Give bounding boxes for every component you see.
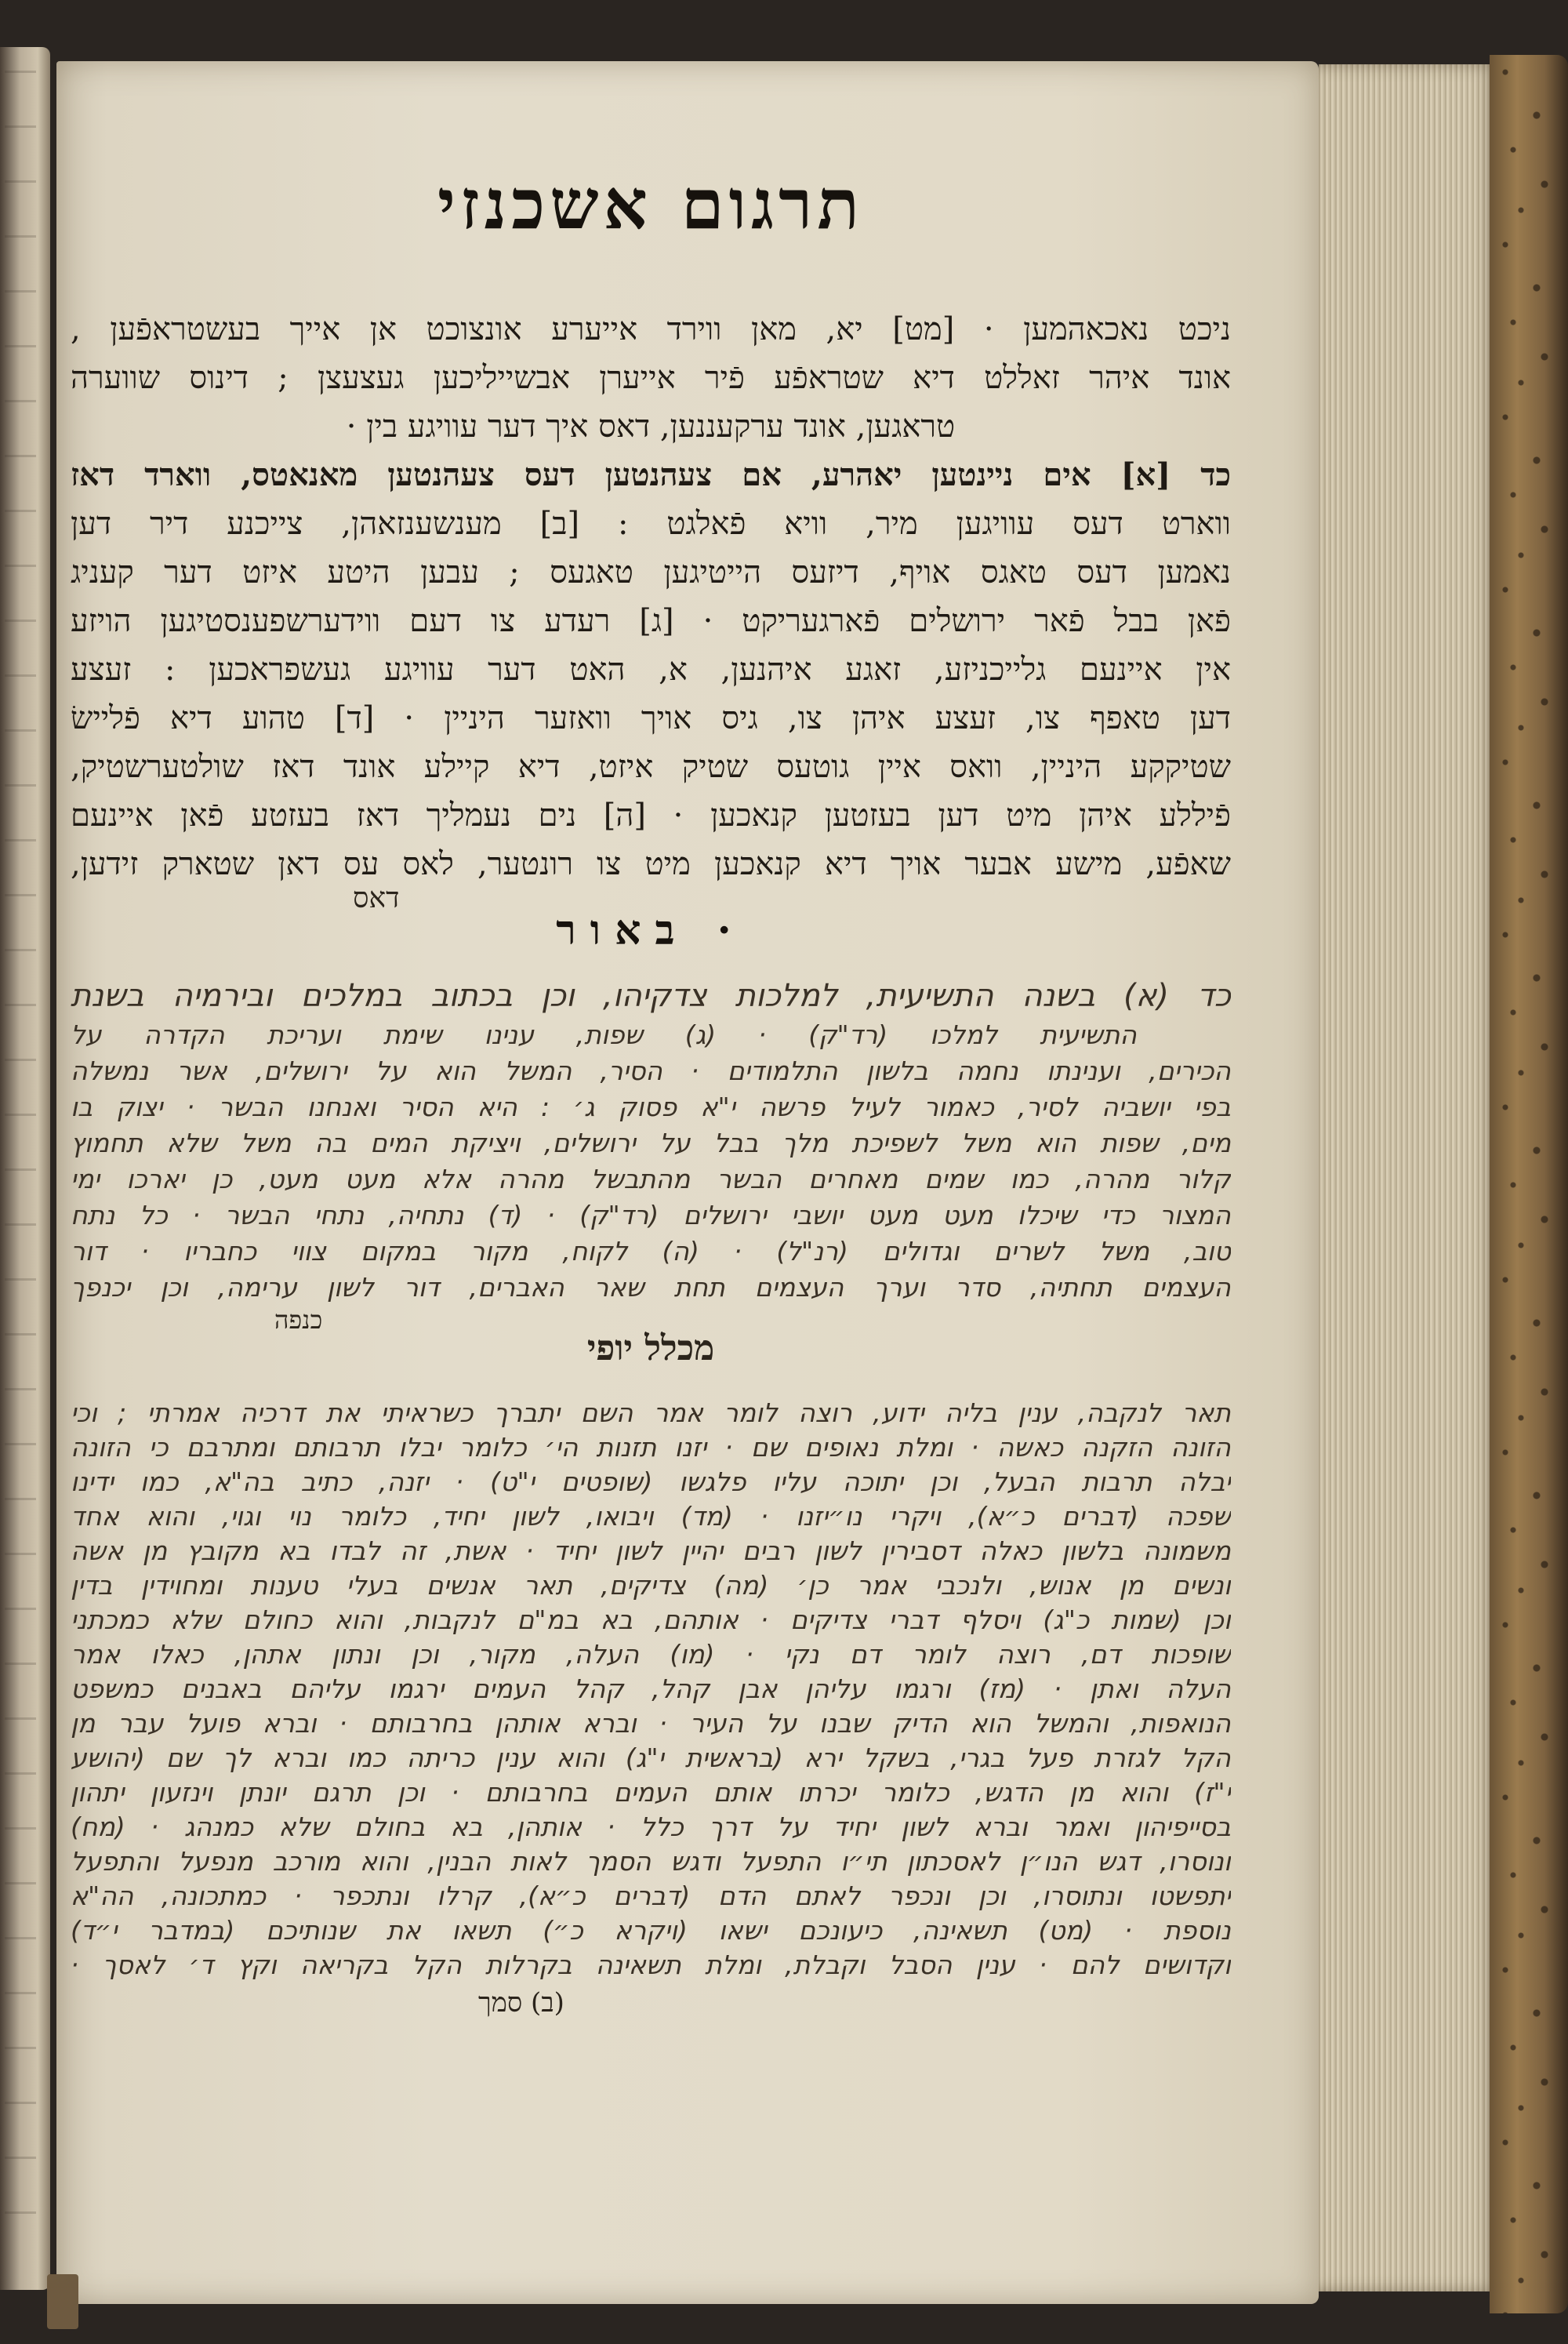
translation-line: פֿיללע איהן מיט דען בעזטען קנאכען · [ה] נים נעמליך דאז בעזטע פֿאן איינעם <box>71 798 1231 833</box>
mikhlal-line: י"ז) והוא מן הדגש, כלומר יכרתו אותם העמים בחרבותם · וכן תרגם יונתן וינזעון יתהון <box>71 1779 1231 1808</box>
biur-line: בפי יושביה לסיר, כאמור לעיל פרשה י"א פסוק ג׳ : היא הסיר ואנחנו הבשר · יצוק בו <box>71 1093 1231 1122</box>
mikhlal-line: הקל לגזרת פעל בגרי, בשקל ירא (בראשית י"ג) והוא ענין כריתה כמו וברא לך שם (יהושע <box>71 1744 1231 1773</box>
translation-line: טראגען, אונד ערקעננען, דאס איך דער עוויגע בין · <box>346 409 956 444</box>
biur-line: קלור מהרה, כמו שמים מאחרים הבשר מהתבשל מהרה אלא מעט מעט, כן יארכו ימי <box>71 1165 1231 1194</box>
translation-line: שאפֿע, מישע אבער אויך דיא קנאכען מיט צו רונטער, לאס עס דאן שטארק זידען, <box>71 847 1231 881</box>
biur-heading: · באור <box>556 907 746 954</box>
mikhlal-catchword: (ב) סמך <box>478 1987 564 2019</box>
translation-line: שטיקקע היניין, וואס איין גוטעס שטיק איזט, דיא קיילע אונד דאז שולטערשטיק, <box>71 750 1231 784</box>
mikhlal-line: העלה ואתן · (מז) ורגמו עליהן אבן קהל, קהל העמים ירגמו עליהם באבנים כמשפט <box>71 1675 1231 1704</box>
mikhlal-line: וכן (שמות כ"ג) ויסלף דברי צדיקים · אותהם, בא במ"ם לנקבות, והוא כחולם שלא כמכתני <box>71 1606 1231 1635</box>
mikhlal-line: נוספת · (מט) תשאינה, כיעונכם ישאו (ויקרא כ״) תשאו את שנותיכם (במדבר י״ד) <box>71 1917 1231 1946</box>
translation-line: נאמען דעס טאגס אויף, דיזעס הייטיגען טאגעס ; עבען היטע איזט דער קעניג <box>71 555 1231 590</box>
mikhlal-line: ונוסרו, דגש הנו״ן לאסכתון תי״ו התפעל ודגש הסמך לאות הבנין, והוא מורכב מנפעל והתפעל <box>71 1848 1231 1877</box>
mikhlal-line: תאר לנקבה, ענין בליה ידוע, רוצה לומר אמר השם יתברך כשראיתי את דרכיה אמרתי ; וכי <box>71 1399 1231 1428</box>
translation-line: פֿאן בבל פֿאר ירושלים פֿארגעריקט · [ג] רעדע צו דעם ווידערשפענסטיגען הויזע <box>71 604 1231 638</box>
biur-line: מים, שפות הוא משל לשפיכת מלך בבל על ירושלים, ויציקת המים בה משל שלא תחמוץ <box>71 1129 1231 1158</box>
mikhlal-line: יתפשטו ונתוסרו, וכן ונכפר לאתם הדם (דברים כ״א), קרלו ונתכפר · כמתכונה, הה"א <box>71 1882 1231 1911</box>
page-title: תרגום אשכנזי <box>437 163 865 245</box>
translation-line: דען טאפף צו, זעצע איהן צו, גיס אויך וואזער היניין · [ד] טהוע דיא פֿליישׂ <box>71 701 1231 736</box>
biur-catchword: כנפה <box>274 1305 323 1335</box>
mikhlal-line: הזונה הזקנה כאשה · ומלת נאופים שם · יזנו תזנות הי׳ כלומר יבלו תרבותם ומתרבם כי הזונה <box>71 1434 1231 1463</box>
translation-line: כד [א] אים ניינטען יאהרע, אם צעהנטען דעס צעהנטען מאנאטס, ווארד דאז <box>71 458 1231 492</box>
mikhlal-line: ונשים מן אנוש, ולנכבי אמר כן׳ (מה) צדיקים, תאר אנשים בעלי טענות ומחוידין בדין <box>71 1572 1231 1601</box>
biur-line: התשיעית למלכו (רד"ק) · (ג) שפות, ענינו שימת ועריכת הקדרה על <box>71 1021 1137 1050</box>
mikhlal-line: וקדושים להם · ענין הסבל וקבלת, ומלת תשאינה בקרלות הקל בקריאה וקץ ד׳ לאסך · <box>71 1951 1231 1980</box>
mikhlal-line: יבלה תרבות הבעל, וכן יתוכה עליו פלגשו (שופטים י"ט) · יזנה, כתיב בה"א, כמו ידינו <box>71 1468 1231 1497</box>
left-page-edge-lines <box>5 71 36 2266</box>
cover-speckles <box>1490 55 1568 2313</box>
mikhlal-line: שפכה (דברים כ״א), ויקרי נו״יזנו · (מד) ויבואו, לשון יחיד, כלומר נוי וגוי, והוא אחד <box>71 1503 1231 1532</box>
biur-line: העצמים תחתיה, סדר וערך העצמים תחת שאר האברים, דור לשון ערימה, וכן יכנפך <box>71 1274 1231 1303</box>
page-block-edges <box>1319 64 1499 2291</box>
translation-line: אונד איהר זאללט דיא שטראפֿע פֿיר אייערן אבשייליכען געצעצן ; דינוס שווערה <box>71 361 1231 395</box>
catchword: דאס <box>353 882 400 914</box>
translation-line: ווארט דעס עוויגען מיר, וויא פֿאלגט : [ב] מענשענזאהן, צייכנע דיר דען <box>71 507 1231 541</box>
translation-line: אין איינעם גלייכניזע, זאגע איהנען, א, האט דער עוויגע געשפראכען : זעצע <box>71 652 1231 687</box>
biur-line: טוב, משל לשרים וגדולים (רנ"ל) · (ה) לקוח, מקור במקום צווי כחבריו · דור <box>71 1237 1231 1266</box>
bookmark-ribbon <box>47 2274 78 2329</box>
book-cover-edge <box>1490 55 1568 2313</box>
mikhlal-line: שופכות דם, רוצה לומר דם נקי · (מו) העלה, מקור, וכן ונתון אתהן, כאלו אמר <box>71 1641 1231 1670</box>
mikhlal-line: הנואפות, והמשל הוא הדיק שבנו על העיר · וברא אותהן בחרבותם · וברא פועל עבר מן <box>71 1710 1231 1739</box>
biur-line: כד (א) בשנה התשיעית, למלכות צדקיהו, וכן בכתוב במלכים ובירמיה בשנת <box>71 979 1231 1013</box>
mikhlal-yofi-heading: מכלל יופי <box>586 1328 715 1368</box>
biur-line: המצור כדי שיכלו מעט מעט יושבי ירושלים (רד"ק) · (ד) נתחיה, נתחי הבשר · כל נתח <box>71 1201 1231 1230</box>
translation-line: ניכט נאכאהמען · [מט] יא, מאן ווירד אייערע אונצוכט אן אייך בעשטראפֿען , <box>71 312 1231 347</box>
mikhlal-line: בסייפיהון ואמר וברא לשון יחיד על דרך כלל · אותהן, בא בחולם שלא כמנהג · (מח) <box>71 1813 1231 1842</box>
mikhlal-line: משמונה בלשון כאלה דסבירין לשון רבים יהיין לשון יחיד · אשת, זה לבדו בא מקובץ מן אשה <box>71 1537 1231 1566</box>
biur-line: הכירים, וענינתו נחמה בלשון התלמודים · הסיר, המשל הוא על ירושלים, אשר נמשלה <box>71 1057 1231 1086</box>
